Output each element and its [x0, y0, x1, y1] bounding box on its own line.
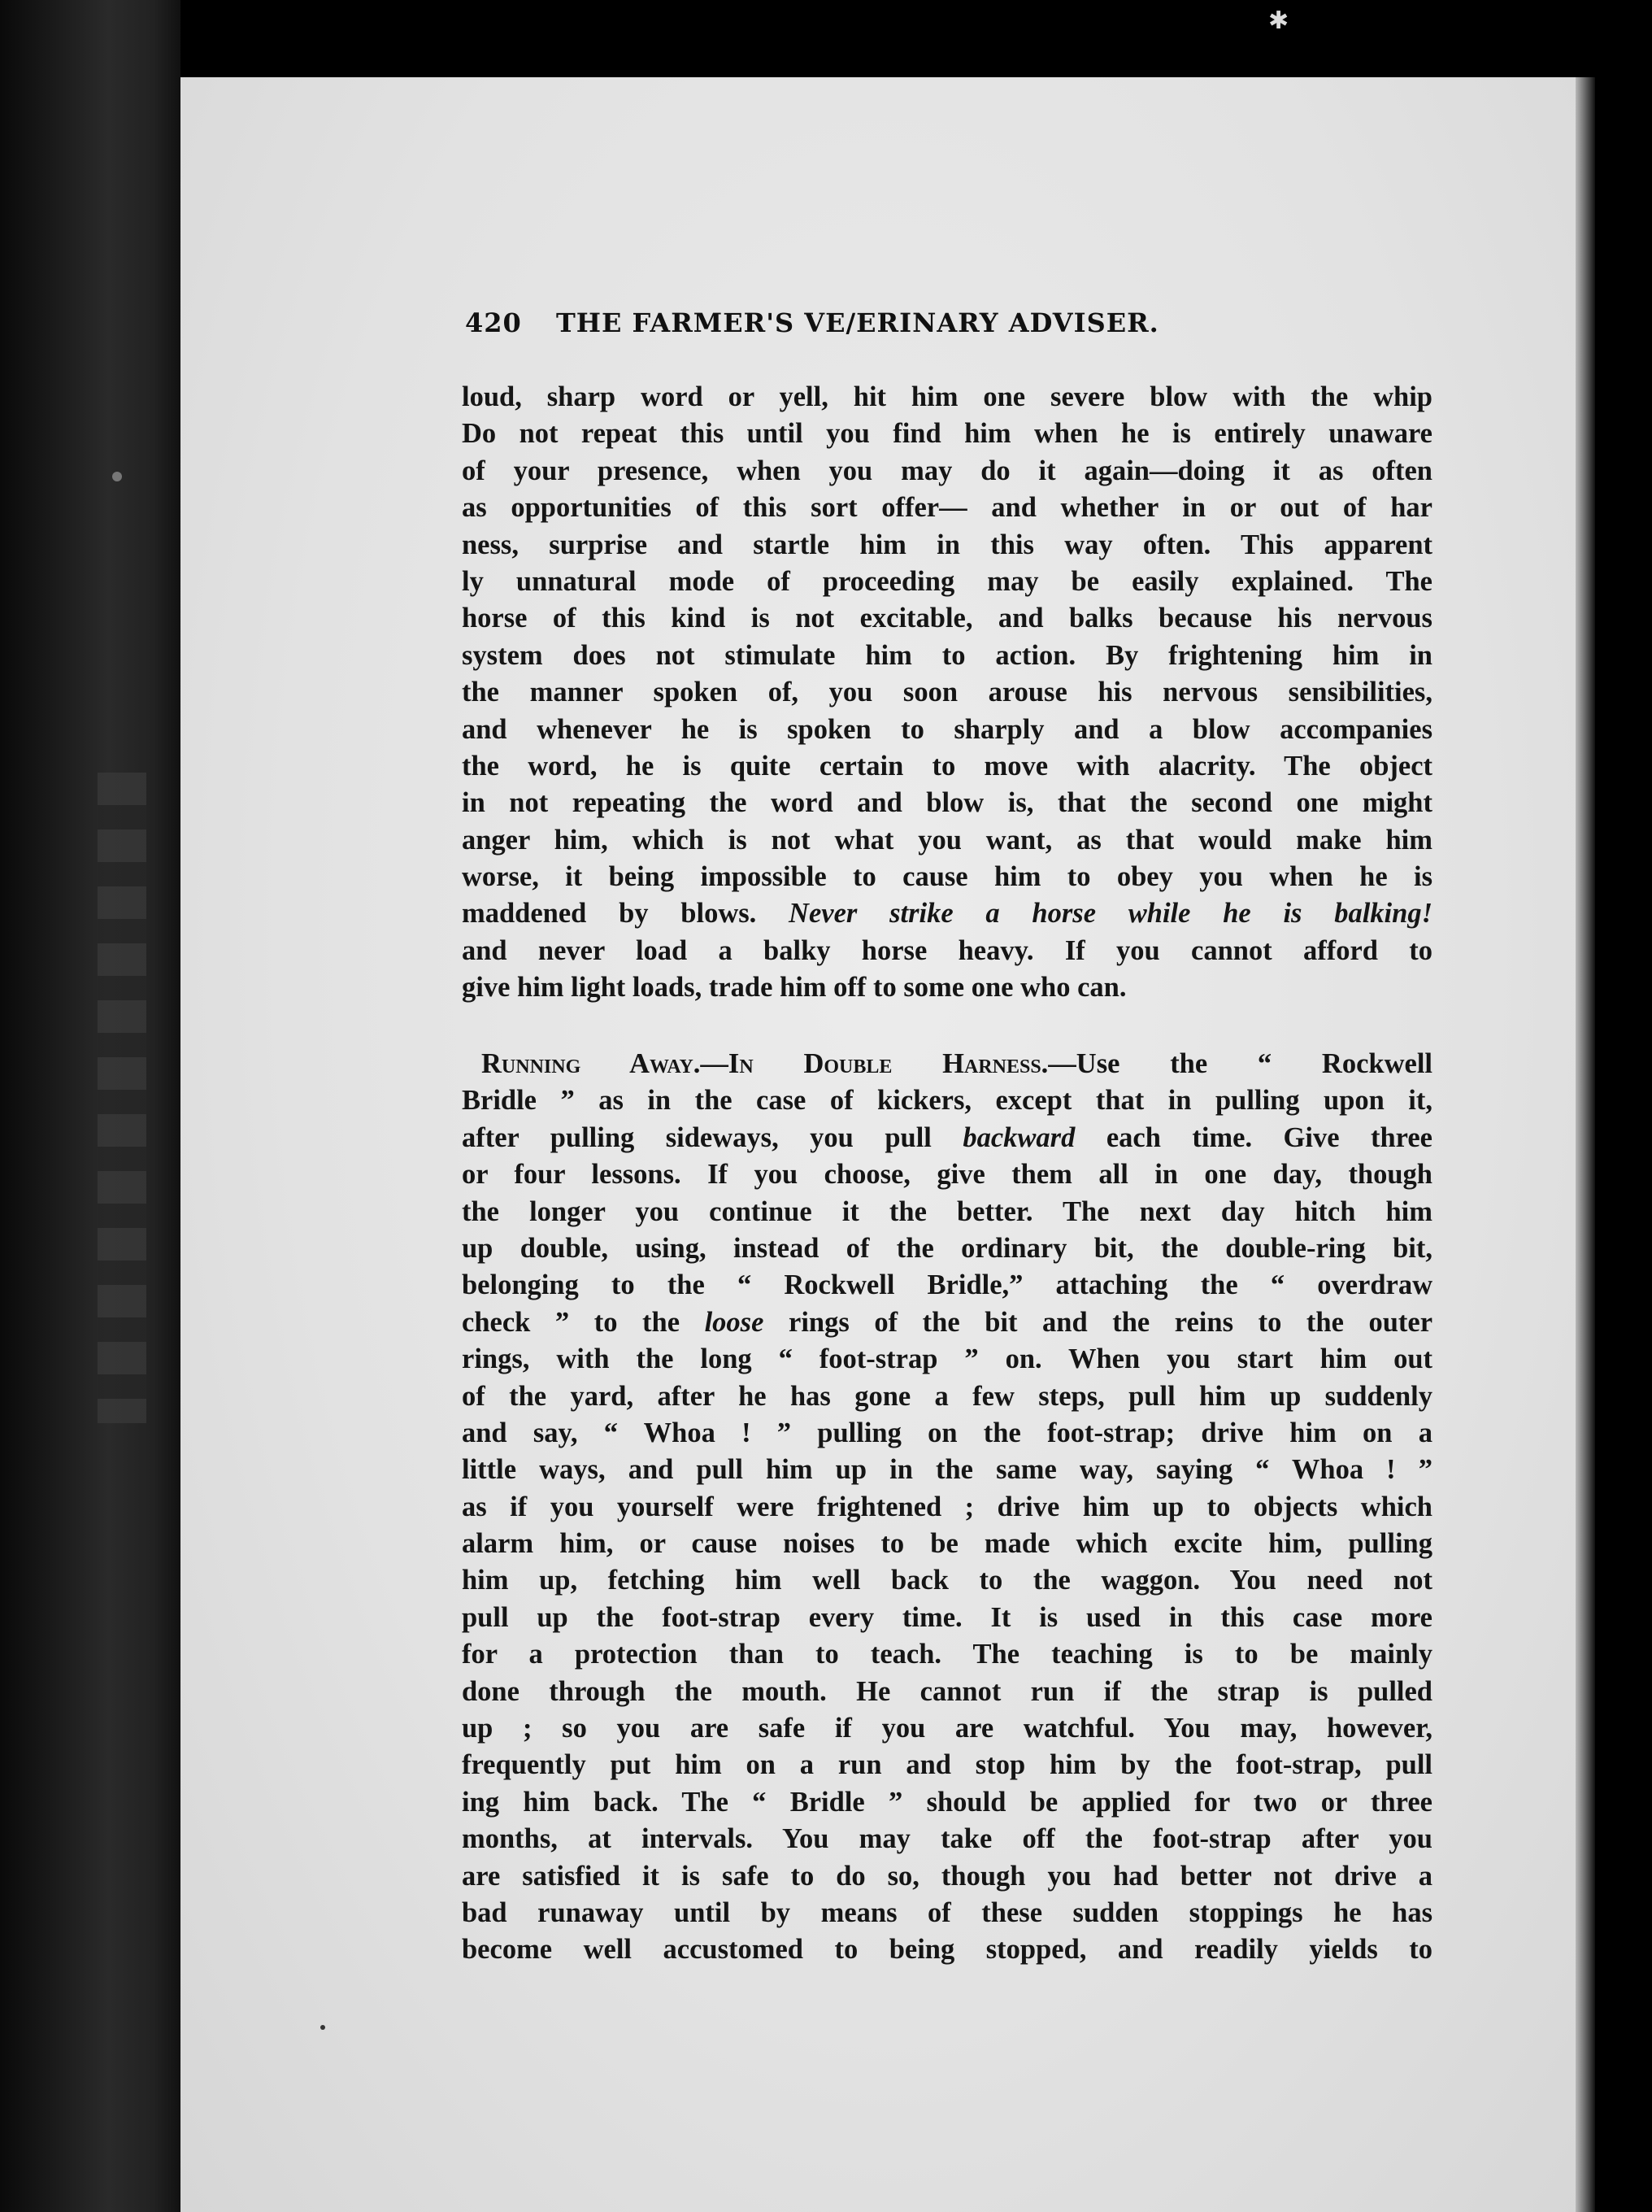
text-line: Bridle ” as in the case of kickers, except that in pulling upon it, [462, 1085, 1432, 1117]
section-heading: Running Away.—In Double Harness. [481, 1048, 1049, 1079]
text-line-with-emphasis [462, 1304, 1432, 1341]
text-line: of the yard, after he has gone a few steps, pull him up suddenly [462, 1380, 1432, 1412]
text-line-with-emphasis [462, 1120, 1432, 1156]
italic-word: backward [963, 1121, 1076, 1153]
book-spine [0, 0, 180, 2212]
paragraph-balking [462, 379, 1437, 1007]
text-line: alarm him, or cause noises to be made which excite him, pulling [462, 1528, 1432, 1560]
text-line: and never load a balky horse heavy. If you cannot afford to [462, 934, 1432, 966]
text-run: —Use the “ Rockwell [1048, 1048, 1432, 1079]
text-line: as opportunities of this sort offer— and whether in or out of har [462, 492, 1432, 524]
text-line-with-heading [462, 1046, 1432, 1082]
text-run: rings of the bit and the reins to the outer [789, 1306, 1433, 1338]
text-line: and say, “ Whoa ! ” pulling on the foot-strap; drive him on a [462, 1417, 1432, 1448]
text-line: as if you yourself were frightened ; drive him up to objects which [462, 1491, 1432, 1522]
paragraph-running-away [462, 1046, 1437, 1969]
text-line: or four lessons. If you choose, give them all in one day, though [462, 1159, 1432, 1191]
text-line: ness, surprise and startle him in this way often. This apparent [462, 529, 1432, 560]
text-line-with-emphasis [462, 895, 1432, 932]
spine-lettering-shadow [98, 773, 146, 1423]
text-line: belonging to the “ Rockwell Bridle,” attaching the “ overdraw [462, 1269, 1432, 1301]
text-line: up double, using, instead of the ordinary bit, the double-ring bit, [462, 1232, 1432, 1264]
italic-word: loose [704, 1306, 764, 1338]
page-edge-shadow [1576, 77, 1595, 2212]
text-line: the word, he is quite certain to move with alacrity. The object [462, 750, 1432, 782]
text-line: Do not repeat this until you find him when he is entirely unaware [462, 418, 1432, 450]
text-line: frequently put him on a run and stop him by the foot-strap, pull [462, 1749, 1432, 1781]
text-line: in not repeating the word and blow is, that the second one might [462, 787, 1432, 819]
text-line: and whenever he is spoken to sharply and a blow accompanies [462, 713, 1432, 745]
text-run: check ” to the [462, 1306, 680, 1338]
text-line: pull up the foot-strap every time. It is used in this case more [462, 1601, 1432, 1633]
text-line: become well accustomed to being stopped, and readily yields to [462, 1934, 1432, 1966]
text-line: the longer you continue it the better. The next day hitch him [462, 1195, 1432, 1227]
text-line: little ways, and pull him up in the same way, saying “ Whoa ! ” [462, 1454, 1432, 1486]
italic-warning: Never strike a horse while he is balking! [789, 898, 1432, 930]
running-head [465, 307, 1302, 338]
text-line: loud, sharp word or yell, hit him one severe blow with the whip [462, 381, 1432, 412]
text-line: system does not stimulate him to action. By frightening him in [462, 639, 1432, 671]
text-line: him up, fetching him well back to the waggon. You need not [462, 1565, 1432, 1596]
text-line: give him light loads, trade him off to some one who can. [462, 972, 1127, 1004]
text-line: bad runaway until by means of these sudden stoppings he has [462, 1896, 1432, 1928]
text-run: after pulling sideways, you pull [462, 1121, 932, 1153]
margin-speck [320, 2025, 325, 2030]
margin-speck [112, 472, 122, 481]
text-line: are satisfied it is safe to do so, though you had better not drive a [462, 1860, 1432, 1892]
text-line: up ; so you are safe if you are watchful. You may, however, [462, 1713, 1432, 1744]
text-line: ly unnatural mode of proceeding may be easily explained. The [462, 565, 1432, 597]
text-line: done through the mouth. He cannot run if the strap is pulled [462, 1675, 1432, 1707]
text-run: each time. Give three [1106, 1121, 1432, 1153]
text-line: ing him back. The “ Bridle ” should be applied for two or three [462, 1786, 1432, 1818]
page-number: 420 [465, 307, 522, 338]
text-line: the manner spoken of, you soon arouse his nervous sensibilities, [462, 677, 1432, 708]
text-line: of your presence, when you may do it again—doing it as often [462, 455, 1432, 486]
text-run: maddened by blows. [462, 898, 757, 930]
text-line: rings, with the long “ foot-strap ” on. When you start him out [462, 1343, 1432, 1375]
text-line: for a protection than to teach. The teaching is to be mainly [462, 1639, 1432, 1670]
book-title: THE FARMER'S VE/ERINARY ADVISER. [555, 307, 1159, 338]
text-line: anger him, which is not what you want, as that would make him [462, 824, 1432, 856]
scan-artifact-speck: ✱ [1268, 7, 1289, 35]
text-line: horse of this kind is not excitable, and balks because his nervous [462, 603, 1432, 634]
text-line: worse, it being impossible to cause him to obey you when he is [462, 861, 1432, 893]
text-line: months, at intervals. You may take off the foot-strap after you [462, 1823, 1432, 1855]
